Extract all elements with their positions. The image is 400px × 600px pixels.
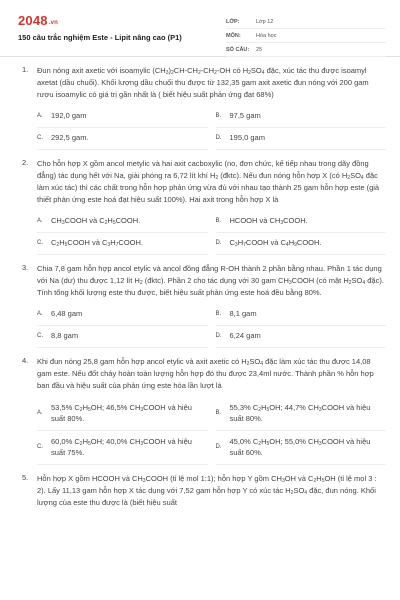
option-label: A. bbox=[37, 410, 43, 416]
option-text: 53,5% $C_2H_5OH$; 46,5% $CH_3COOH$ và hiệu suất 80%. bbox=[51, 403, 192, 423]
question bbox=[0, 263, 400, 348]
option-text: 192,0 gam bbox=[51, 111, 87, 120]
option-text: 45,0% $C_2H_5OH$; 55,0% $CH_3COOH$ và hiệu suất 60%. bbox=[229, 437, 371, 457]
option-text: 195,0 gam bbox=[229, 133, 265, 142]
question-number: 5. bbox=[22, 473, 29, 482]
option-label: D. bbox=[215, 135, 222, 141]
document-meta-table bbox=[226, 15, 386, 57]
answer-option[interactable] bbox=[37, 233, 208, 255]
option-text: HCOOH và $CH_3COOH$. bbox=[229, 216, 308, 226]
question bbox=[0, 65, 400, 150]
question-text: Khi đun nóng 25,8 gam hỗn hợp ancol etylic và axit axetic có $H_2SO_4$ đặc làm xúc tác thu được 14,08 gam este. Nếu đốt cháy hoàn toàn lượng hỗn hợp đó thu được 23,4ml nước. Thành phần % hỗn hợp ban đầu và hiệu suất của phản ứng este hóa lần lượt là bbox=[37, 357, 374, 390]
question-text: Hỗn hợp X gồm HCOOH và $CH_3COOH$ (tỉ lệ mol 1:1); hỗn hợp Y gồm $CH_3OH$ và $C_2H_5OH$ (tỉ lệ mol 3 : 2). Lấy 11,13 gam hỗn hợp X tác dụng với 7,52 gam hỗn hợp Y có xúc tác $H_2SO_4$ đặc, đun nóng. Khối lượng của este thu được là (biết hiệu suất bbox=[37, 474, 377, 507]
answer-options bbox=[37, 106, 386, 150]
option-text: 60,0% $C_2H_5OH$; 40,0% $CH_3COOH$ và hiệu suất 75%. bbox=[51, 437, 192, 457]
site-logo[interactable] bbox=[18, 13, 58, 28]
logo-suffix: .vn bbox=[48, 20, 59, 26]
answer-options bbox=[37, 397, 386, 465]
option-label: D. bbox=[215, 333, 222, 339]
option-label: B. bbox=[215, 113, 222, 119]
answer-option[interactable] bbox=[37, 128, 208, 150]
option-text: 6,24 gam bbox=[229, 331, 261, 340]
question-number: 2. bbox=[22, 158, 29, 167]
option-label: B. bbox=[215, 218, 222, 224]
logo-text: 2048 bbox=[18, 13, 48, 28]
option-label: C. bbox=[37, 240, 43, 246]
question-number: 4. bbox=[22, 356, 29, 365]
option-text: $C_2H_5COOH$ và $C_3H_7COOH$. bbox=[51, 238, 143, 248]
option-text: $CH_3COOH$ và $C_2H_5COOH$. bbox=[51, 216, 141, 226]
answer-option[interactable] bbox=[216, 397, 387, 431]
page-header bbox=[0, 0, 400, 57]
question bbox=[0, 158, 400, 255]
option-label: A. bbox=[37, 218, 43, 224]
answer-option[interactable] bbox=[216, 211, 387, 233]
answer-option[interactable] bbox=[216, 304, 387, 326]
answer-option[interactable] bbox=[216, 128, 387, 150]
question-number: 1. bbox=[22, 65, 29, 74]
meta-value: Hóa học bbox=[256, 32, 277, 39]
option-text: 8,1 gam bbox=[229, 309, 257, 318]
answer-option[interactable] bbox=[37, 211, 208, 233]
answer-option[interactable] bbox=[37, 304, 208, 326]
option-text: 55,3% $C_2H_5OH$; 44,7% $CH_3COOH$ và hiệu suất 80%. bbox=[229, 403, 371, 423]
question bbox=[0, 356, 400, 465]
answer-option[interactable] bbox=[216, 106, 387, 128]
meta-key: MÔN: bbox=[226, 32, 241, 39]
question bbox=[0, 473, 400, 509]
meta-row bbox=[226, 43, 386, 57]
question-text: Chia 7,8 gam hỗn hợp ancol etylic và ancol đồng đẳng R-OH thành 2 phần bằng nhau. Phần 1 tác dụng với Na (dư) thu được 1,12 lít $H_2$ (đktc). Phần 2 cho tác dụng với 30 gam $CH_3COOH$ (có mặt $H_2SO_4$ đặc). Tính tổng khối lượng este thu được, biết hiệu suất phản ứng este hoá đều bằng 80%. bbox=[37, 264, 384, 297]
option-label: B. bbox=[215, 410, 222, 416]
meta-value: 25 bbox=[256, 46, 263, 53]
option-label: B. bbox=[215, 311, 222, 317]
option-label: D. bbox=[215, 240, 222, 246]
question-number: 3. bbox=[22, 263, 29, 272]
meta-value: Lớp 12 bbox=[256, 18, 274, 25]
answer-option[interactable] bbox=[216, 431, 387, 465]
answer-options bbox=[37, 304, 386, 348]
meta-key: LỚP: bbox=[226, 18, 240, 25]
answer-option[interactable] bbox=[37, 106, 208, 128]
option-label: A. bbox=[37, 311, 43, 317]
meta-row bbox=[226, 29, 386, 43]
meta-key: SỐ CÂU: bbox=[226, 46, 250, 53]
option-text: 8,8 gam bbox=[51, 331, 79, 340]
option-text: $C_3H_7COOH$ và $C_4H_9COOH$. bbox=[229, 238, 322, 248]
answer-option[interactable] bbox=[37, 431, 208, 465]
option-label: A. bbox=[37, 113, 43, 119]
answer-option[interactable] bbox=[37, 397, 208, 431]
answer-options bbox=[37, 211, 386, 255]
answer-option[interactable] bbox=[216, 233, 387, 255]
option-text: 6,48 gam bbox=[51, 309, 83, 318]
question-text: Đun nóng axit axetic với isoamylic $(CH_3)_2CH-CH_2-CH_2-OH$ có $H_2SO_4$ đặc, xúc tác thu được isoamyl axetat (dầu chuối). Khối lượng dầu chuối thu được từ 132,35 gam axit axetic đun nóng với 200 gam rượu isoamylic có giá trị gần nhất là ( biết hiệu suất phản ứng đạt 68%) bbox=[37, 66, 369, 99]
question-list bbox=[0, 57, 400, 509]
meta-row bbox=[226, 15, 386, 29]
answer-option[interactable] bbox=[216, 326, 387, 348]
option-label: C. bbox=[37, 333, 43, 339]
document-title: 150 câu trắc nghiệm Este - Lipit nâng cao (P1) bbox=[18, 33, 182, 42]
option-text: 97,5 gam bbox=[229, 111, 261, 120]
option-label: D. bbox=[215, 444, 222, 450]
option-label: C. bbox=[37, 444, 43, 450]
answer-option[interactable] bbox=[37, 326, 208, 348]
option-label: C. bbox=[37, 135, 43, 141]
option-text: 292,5 gam. bbox=[51, 133, 89, 142]
question-text: Cho hỗn hợp X gồm ancol metylic và hai axit cacboxylic (no, đơn chức, kế tiếp nhau trong dãy đồng đẳng) tác dụng hết với Na, giải phóng ra 6,72 lít khí $H_2$ (đktc). Nếu đun nóng hỗn hợp X (có $H_2SO_4$ đặc làm xúc tác) thì các chất trong hỗn hợp phản ứng vừa đủ với nhau tạo thành 25 gam hỗn hợp este (giả thiết phản ứng este hoá đạt hiệu suất 100%). Hai axit trong hỗn hợp X là bbox=[37, 159, 380, 204]
